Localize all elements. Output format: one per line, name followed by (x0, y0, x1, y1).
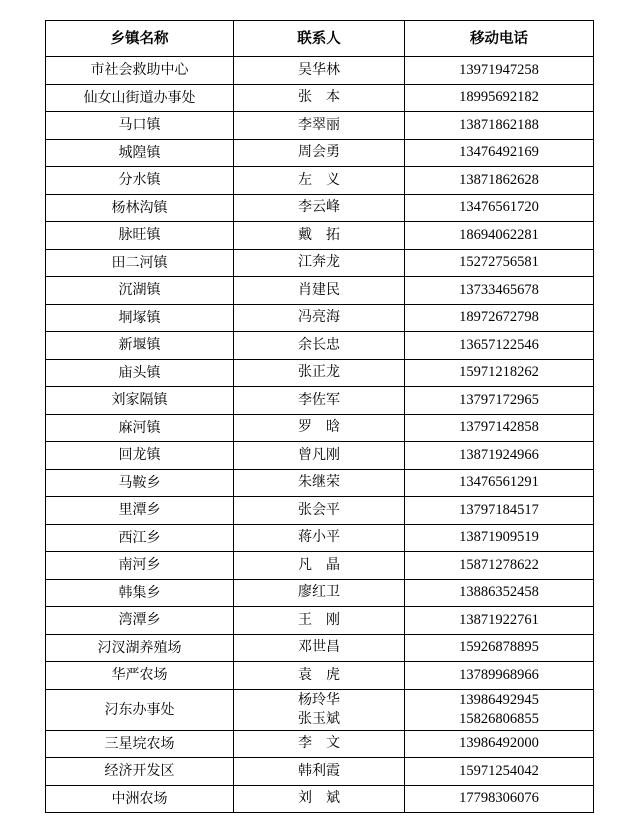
table-row (46, 730, 594, 758)
mobile-phone-number: 18694062281 (459, 226, 539, 243)
contact-person-cell (234, 634, 405, 662)
contact-person-cell (234, 112, 405, 140)
town-name-cell: 田二河镇 (46, 249, 234, 277)
mobile-phone-cell (405, 785, 594, 813)
table-row (46, 442, 594, 470)
mobile-phone-number: 13871862628 (459, 171, 539, 188)
contact-person-name: 余长忠 (298, 336, 340, 353)
contact-person-name: 袁 虎 (298, 666, 340, 683)
contact-person-name: 邓世昌 (298, 639, 340, 656)
contact-person-name: 李翠丽 (298, 116, 340, 133)
mobile-phone-number: 17798306076 (459, 790, 539, 807)
contact-person-cell (234, 662, 405, 690)
contact-person-cell (234, 607, 405, 635)
table-row (46, 387, 594, 415)
contact-person-name: 李云峰 (298, 199, 340, 216)
contact-person-name: 刘 斌 (298, 790, 340, 807)
contact-person-cell (234, 194, 405, 222)
contact-person-name: 朱继荣 (298, 474, 340, 491)
mobile-phone-number: 15871278622 (459, 556, 539, 573)
town-name-cell: 分水镇 (46, 167, 234, 195)
table-row (46, 497, 594, 525)
contact-person-name: 蒋小平 (298, 529, 340, 546)
mobile-phone-cell (405, 579, 594, 607)
contact-person-cell (234, 249, 405, 277)
contact-person-name: 张会平 (298, 501, 340, 518)
table-row (46, 758, 594, 786)
mobile-phone-number: 13871862188 (459, 116, 539, 133)
header-contact: 联系人 (234, 21, 405, 57)
mobile-phone-number: 13871909519 (459, 529, 539, 546)
mobile-phone-cell (405, 414, 594, 442)
mobile-phone-cell (405, 359, 594, 387)
table-row (46, 194, 594, 222)
town-name-cell: 韩集乡 (46, 579, 234, 607)
town-name-cell: 汈东办事处 (46, 689, 234, 730)
contact-person-name: 左 义 (298, 171, 340, 188)
mobile-phone-cell (405, 222, 594, 250)
contact-person-name: 江奔龙 (298, 254, 340, 271)
contact-table (45, 20, 594, 813)
mobile-phone-cell (405, 194, 594, 222)
contact-person-cell (234, 387, 405, 415)
mobile-phone-cell (405, 277, 594, 305)
mobile-phone-number: 13971947258 (459, 61, 539, 78)
mobile-phone-number: 15826806855 (459, 710, 539, 727)
contact-person-cell (234, 730, 405, 758)
contact-person-cell (234, 84, 405, 112)
town-name-cell: 脉旺镇 (46, 222, 234, 250)
contact-person-name: 凡 晶 (298, 556, 340, 573)
town-name-cell: 马鞍乡 (46, 469, 234, 497)
header-row (46, 21, 594, 57)
mobile-phone-cell (405, 469, 594, 497)
town-name-cell: 里潭乡 (46, 497, 234, 525)
contact-person-name: 廖红卫 (298, 584, 340, 601)
table-row (46, 579, 594, 607)
mobile-phone-cell (405, 112, 594, 140)
mobile-phone-cell (405, 304, 594, 332)
town-name-cell: 仙女山街道办事处 (46, 84, 234, 112)
town-name-cell: 西江乡 (46, 524, 234, 552)
contact-person-name: 李佐军 (298, 391, 340, 408)
contact-person-cell (234, 552, 405, 580)
town-name-cell: 杨林沟镇 (46, 194, 234, 222)
mobile-phone-cell (405, 552, 594, 580)
contact-person-cell (234, 758, 405, 786)
mobile-phone-number: 13476561291 (459, 474, 539, 491)
mobile-phone-cell (405, 84, 594, 112)
mobile-phone-cell (405, 387, 594, 415)
mobile-phone-number: 13886352458 (459, 584, 539, 601)
contact-person-cell (234, 524, 405, 552)
contact-person-name: 罗 晗 (298, 419, 340, 436)
contact-person-name: 戴 拓 (298, 226, 340, 243)
town-name-cell: 麻河镇 (46, 414, 234, 442)
town-name-cell: 城隍镇 (46, 139, 234, 167)
table-row (46, 112, 594, 140)
table-row (46, 607, 594, 635)
town-name-cell: 马口镇 (46, 112, 234, 140)
town-name-cell: 三星垸农场 (46, 730, 234, 758)
mobile-phone-number: 13797172965 (459, 391, 539, 408)
contact-person-name: 王 刚 (298, 611, 340, 628)
contact-person-cell (234, 304, 405, 332)
contact-person-cell (234, 414, 405, 442)
table-row (46, 332, 594, 360)
mobile-phone-cell (405, 332, 594, 360)
table-row (46, 277, 594, 305)
town-name-cell: 新堰镇 (46, 332, 234, 360)
table-row (46, 414, 594, 442)
table-row (46, 785, 594, 813)
contact-person-name: 周会勇 (298, 144, 340, 161)
table-row (46, 552, 594, 580)
mobile-phone-number: 13797184517 (459, 501, 539, 518)
town-name-cell: 华严农场 (46, 662, 234, 690)
table-row (46, 662, 594, 690)
mobile-phone-cell (405, 607, 594, 635)
mobile-phone-number: 13797142858 (459, 419, 539, 436)
table-row (46, 689, 594, 730)
mobile-phone-number: 18995692182 (459, 89, 539, 106)
mobile-phone-cell (405, 662, 594, 690)
table-row (46, 634, 594, 662)
contact-person-name: 冯亮海 (298, 309, 340, 326)
mobile-phone-number: 13986492000 (459, 735, 539, 752)
contact-person-cell (234, 277, 405, 305)
mobile-phone-number: 13476561720 (459, 199, 539, 216)
contact-person-name: 李 文 (298, 735, 340, 752)
mobile-phone-cell (405, 57, 594, 85)
mobile-phone-cell (405, 139, 594, 167)
contact-person-name: 吴华林 (298, 61, 340, 78)
mobile-phone-number: 13657122546 (459, 336, 539, 353)
contact-person-name: 肖建民 (298, 281, 340, 298)
contact-person-cell (234, 57, 405, 85)
table-row (46, 167, 594, 195)
mobile-phone-number: 13986492945 (459, 691, 539, 708)
table-row (46, 359, 594, 387)
contact-person-cell (234, 332, 405, 360)
table-row (46, 222, 594, 250)
contact-person-cell (234, 139, 405, 167)
mobile-phone-number: 13733465678 (459, 281, 539, 298)
mobile-phone-cell (405, 524, 594, 552)
contact-person-cell (234, 497, 405, 525)
town-name-cell: 垌塚镇 (46, 304, 234, 332)
contact-person-name: 杨玲华 (298, 691, 340, 708)
contact-person-name: 韩利霞 (298, 762, 340, 779)
table-row (46, 84, 594, 112)
town-name-cell: 中洲农场 (46, 785, 234, 813)
town-name-cell: 回龙镇 (46, 442, 234, 470)
table-row (46, 524, 594, 552)
contact-person-cell (234, 222, 405, 250)
contact-person-cell (234, 442, 405, 470)
town-name-cell: 南河乡 (46, 552, 234, 580)
town-name-cell: 沉湖镇 (46, 277, 234, 305)
mobile-phone-cell (405, 758, 594, 786)
town-name-cell: 刘家隔镇 (46, 387, 234, 415)
mobile-phone-number: 15971218262 (459, 364, 539, 381)
contact-person-name: 张正龙 (298, 364, 340, 381)
table-row (46, 57, 594, 85)
mobile-phone-cell (405, 730, 594, 758)
mobile-phone-number: 15926878895 (459, 639, 539, 656)
contact-person-cell (234, 469, 405, 497)
contact-person-name: 张 本 (298, 89, 340, 106)
mobile-phone-number: 13871922761 (459, 611, 539, 628)
mobile-phone-number: 15971254042 (459, 762, 539, 779)
contact-person-cell (234, 579, 405, 607)
mobile-phone-number: 18972672798 (459, 309, 539, 326)
table-row (46, 304, 594, 332)
contact-person-cell (234, 167, 405, 195)
mobile-phone-cell (405, 167, 594, 195)
mobile-phone-number: 13871924966 (459, 446, 539, 463)
mobile-phone-number: 13476492169 (459, 144, 539, 161)
table-row (46, 469, 594, 497)
town-name-cell: 经济开发区 (46, 758, 234, 786)
contact-person-cell (234, 359, 405, 387)
mobile-phone-number: 13789968966 (459, 666, 539, 683)
town-name-cell: 汈汊湖养殖场 (46, 634, 234, 662)
town-name-cell: 湾潭乡 (46, 607, 234, 635)
town-name-cell: 庙头镇 (46, 359, 234, 387)
contact-person-cell (234, 689, 405, 730)
mobile-phone-cell (405, 249, 594, 277)
mobile-phone-cell (405, 442, 594, 470)
table-row (46, 139, 594, 167)
table-body (46, 57, 594, 813)
contact-person-name: 张玉斌 (298, 710, 340, 727)
table-row (46, 249, 594, 277)
header-town: 乡镇名称 (46, 21, 234, 57)
mobile-phone-cell (405, 634, 594, 662)
mobile-phone-cell (405, 689, 594, 730)
mobile-phone-number: 15272756581 (459, 254, 539, 271)
header-phone: 移动电话 (405, 21, 594, 57)
contact-person-cell (234, 785, 405, 813)
mobile-phone-cell (405, 497, 594, 525)
town-name-cell: 市社会救助中心 (46, 57, 234, 85)
contact-person-name: 曾凡刚 (298, 446, 340, 463)
